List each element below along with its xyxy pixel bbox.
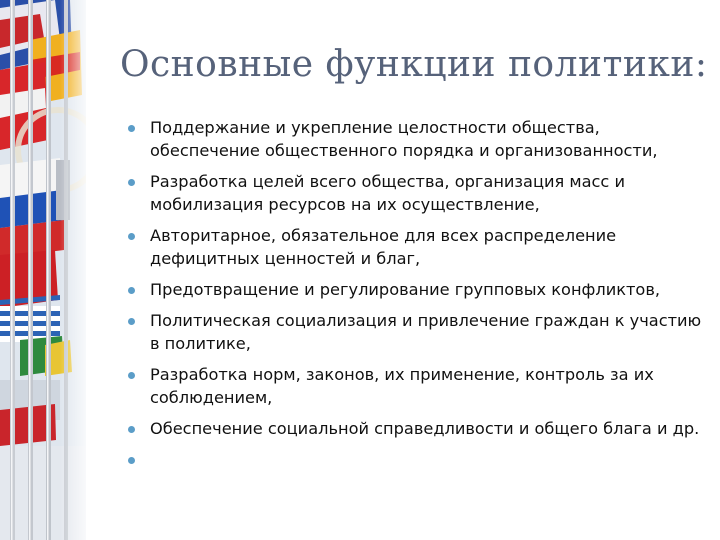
bullet-icon [128, 125, 135, 132]
bullet-text: Авторитарное, обязательное для всех распределение дефицитных ценностей и благ, [150, 226, 617, 268]
bullet-text: Разработка целей всего общества, организация масс и мобилизация ресурсов на их осуществление, [150, 172, 625, 214]
bullet-icon [128, 233, 135, 240]
list-item [128, 417, 708, 440]
bullet-text: Предотвращение и регулирование групповых конфликтов, [150, 280, 661, 299]
list-item [128, 363, 708, 409]
bullet-text: Политическая социализация и привлечение граждан к участию в политике, [150, 311, 702, 353]
bullet-text: Обеспечение социальной справедливости и общего блага и др. [150, 419, 700, 438]
list-item-empty [128, 448, 708, 471]
bullet-icon [128, 372, 135, 379]
list-item [128, 224, 708, 270]
slide-title: Основные функции политики: [120, 44, 708, 85]
list-item [128, 309, 708, 355]
list-item [128, 278, 708, 301]
bullet-text: Поддержание и укрепление целостности общества, обеспечение общественного порядка и организованности, [150, 118, 658, 160]
bullet-icon [128, 457, 135, 464]
image-fade [60, 0, 100, 540]
list-item [128, 170, 708, 216]
bullet-icon [128, 426, 135, 433]
bullet-icon [128, 179, 135, 186]
list-item [128, 116, 708, 162]
bullet-text: Разработка норм, законов, их применение, контроль за их соблюдением, [150, 365, 654, 407]
bullet-list [128, 116, 708, 479]
bullet-icon [128, 318, 135, 325]
bullet-icon [128, 287, 135, 294]
